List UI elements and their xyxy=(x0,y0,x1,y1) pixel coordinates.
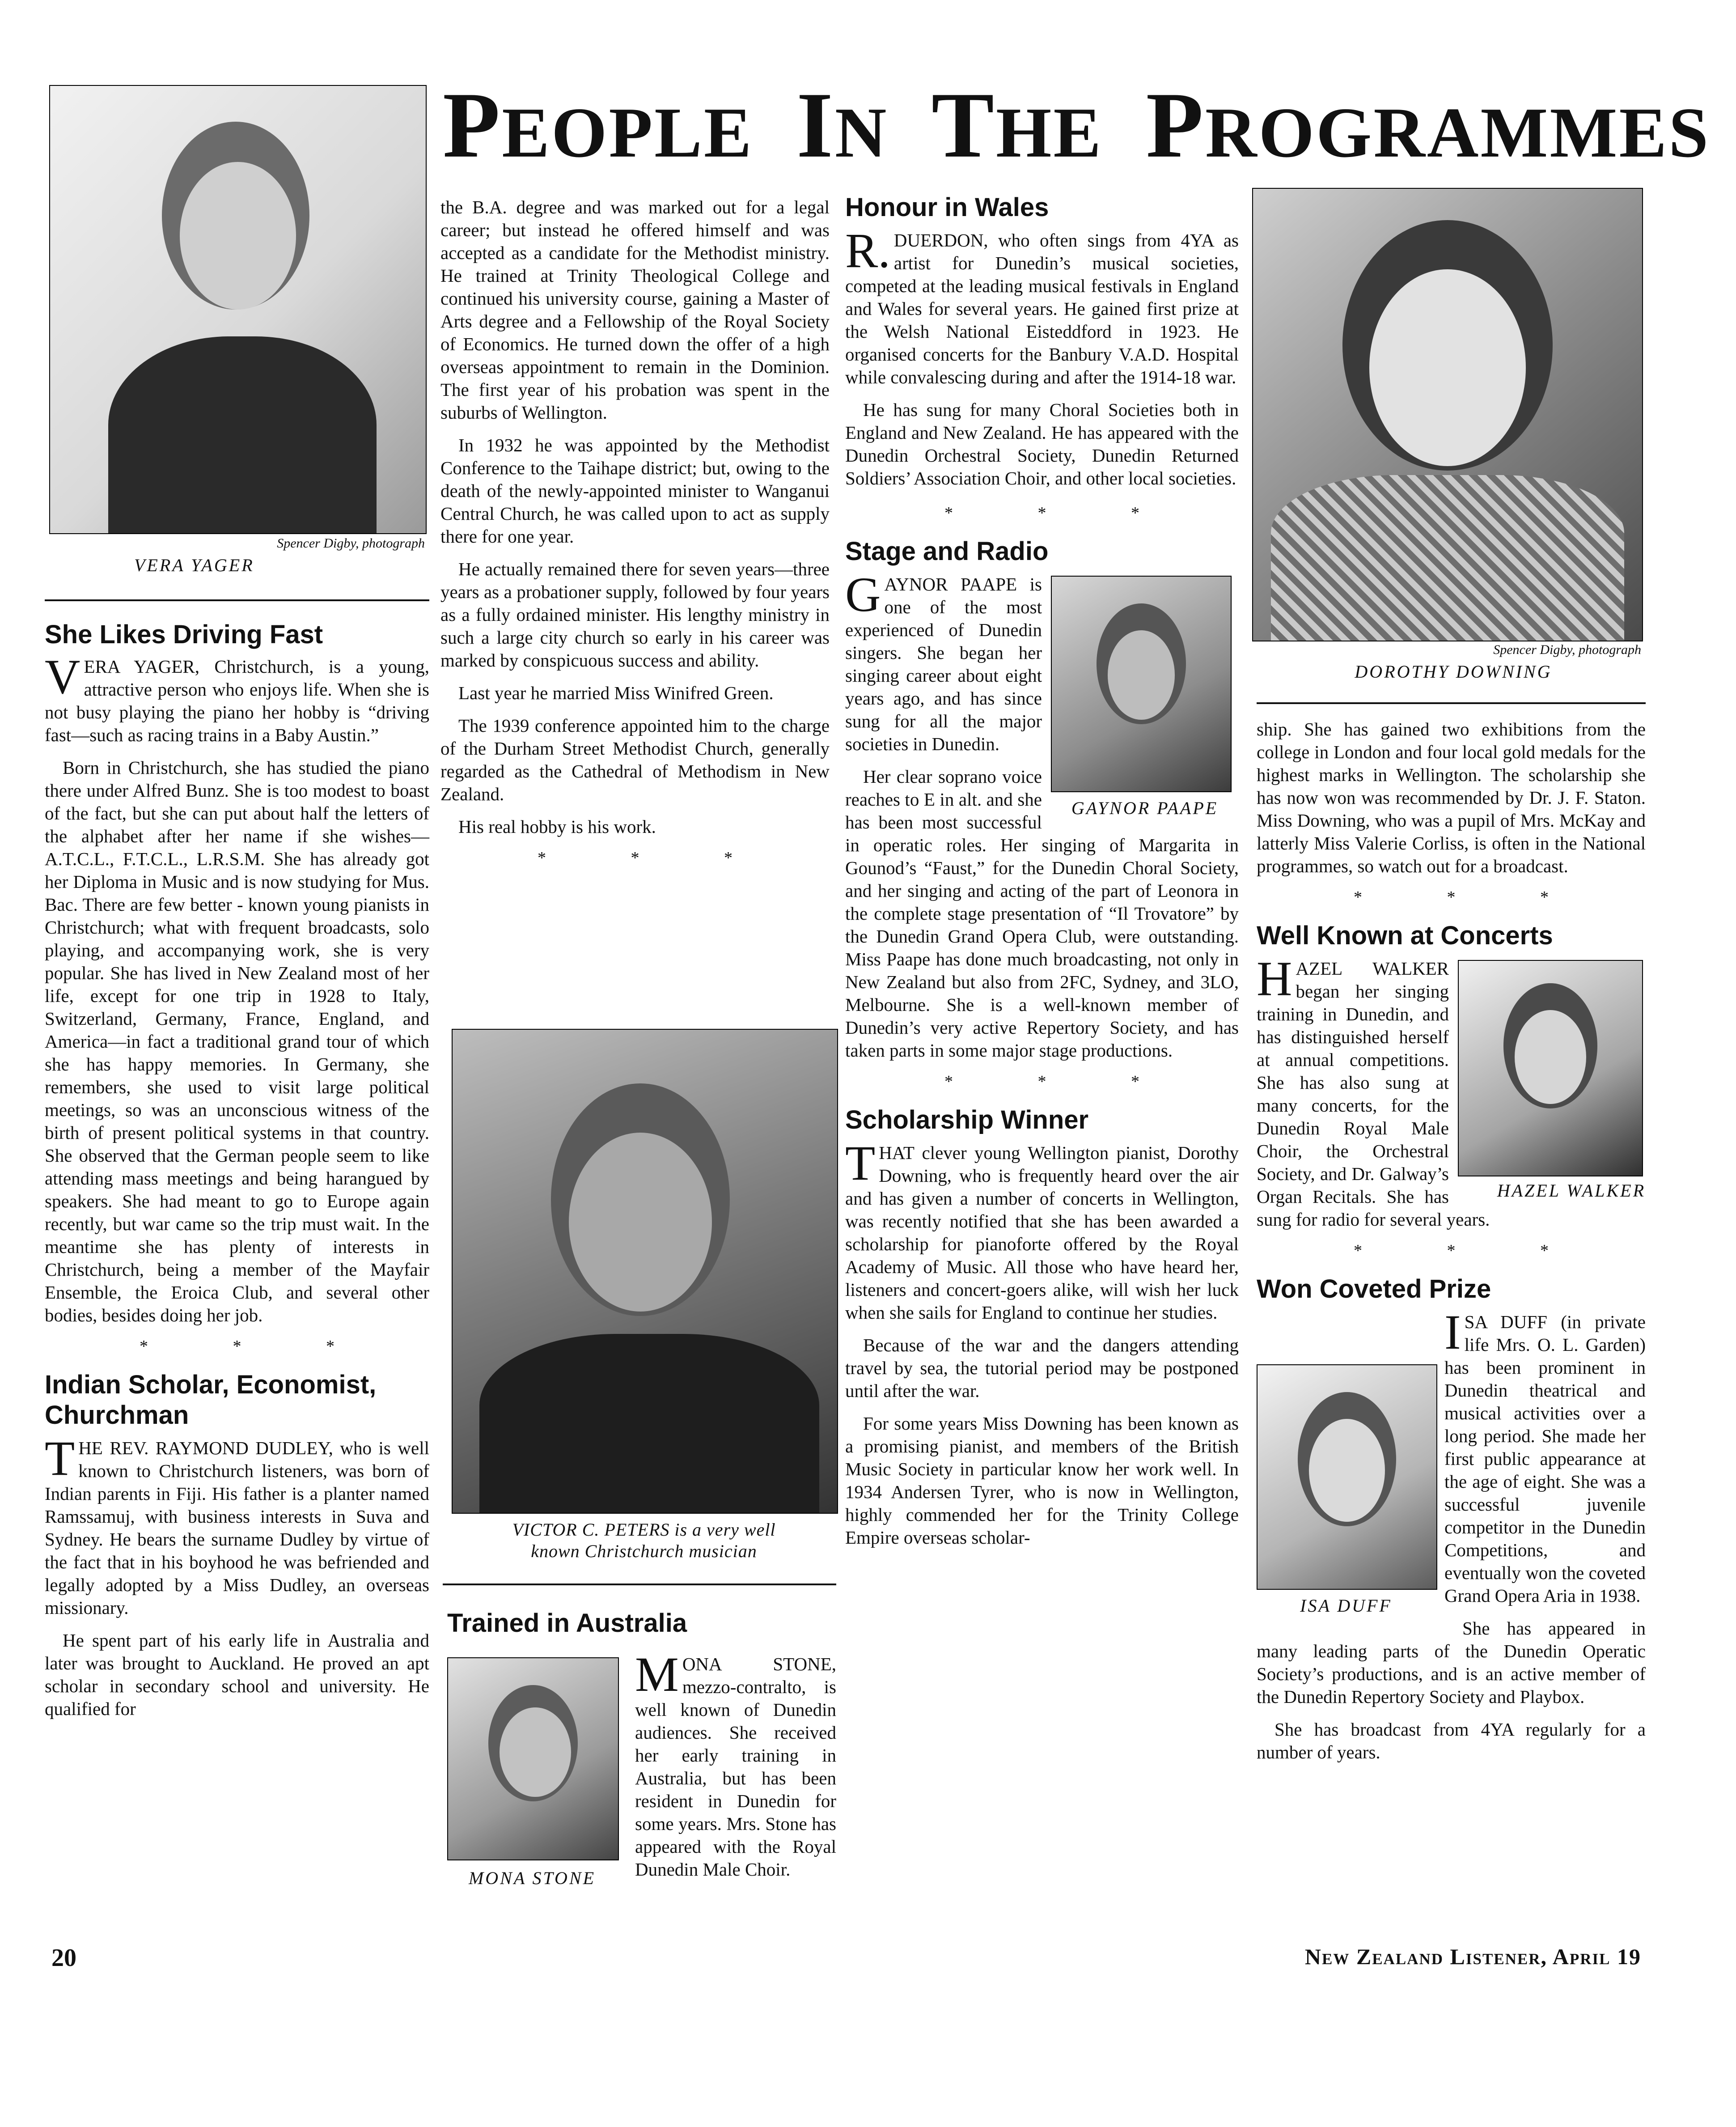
section-heading: Won Coveted Prize xyxy=(1257,1274,1491,1303)
drop-cap: R. xyxy=(845,223,890,278)
page-number: 20 xyxy=(51,1944,76,1972)
drop-cap: H xyxy=(1257,951,1292,1006)
gaynor-photo-block xyxy=(1051,576,1239,819)
article-australia xyxy=(447,1608,836,1888)
victor-peters-photo xyxy=(452,1029,838,1514)
separator-stars: * * * xyxy=(944,504,1180,522)
vera-photo-caption: VERA YAGER xyxy=(134,555,254,575)
hazel-photo-block xyxy=(1458,960,1646,1202)
drop-cap: V xyxy=(45,650,80,704)
paragraph: SA DUFF (in private life Mrs. O. L. Garden) has been prominent in Dunedin theatrical and musical activities over a long period. She made her first public appearance at the age of eight. She was a successful juvenile competitor in the Dunedin Competitions, and eventually won the coveted Grand Opera Aria in 1938. xyxy=(1444,1312,1646,1606)
title-word: PEOPLE xyxy=(443,73,754,177)
separator-stars: * * * xyxy=(1354,888,1589,907)
drop-cap: T xyxy=(845,1136,876,1190)
column-3 xyxy=(845,192,1239,1559)
paragraph: Born in Christchurch, she has studied the piano there under Alfred Bunz. She is too modest to boast of the fact, but she can put about half the letters of the alphabet after her name if she wishes—A.T.C.L., F.T.C.L., L.R.S.M. She has already got her Diploma in Music and is now studying for Mus. Bac. There are few better - known young pianists in Christchurch; what with frequent broadcasts, solo playing, and accompanying work, she is very popular. She has lived in New Zealand most of her life, except for one trip in 1928 to Italy, Switzerland, Germany, France, England, and America—in fact a traditional grand tour of which she has happy memories. In Germany, she remembers, she used to visit large political meetings, so was an unconscious witness of the birth of present political systems in that country. She observed that the German people seem to like attending mass meetings and being harangued by speakers. She had meant to go to Europe again recently, but war came so the trip must wait. In the meantime she has plenty of interests in Christchurch, being a member of the Mayfair Ensemble, the Eroica Club, and several other bodies, besides doing her job. xyxy=(45,757,429,1325)
section-heading: Scholarship Winner xyxy=(845,1105,1089,1134)
article-australia-text xyxy=(635,1647,836,1891)
separator-stars: * * * xyxy=(1354,1241,1589,1260)
paragraph: Because of the war and the dangers attending travel by sea, the tutorial period may be postponed until after the war. xyxy=(845,1335,1239,1401)
article-wales xyxy=(845,223,1239,490)
divider xyxy=(1257,702,1646,704)
article-prize xyxy=(1257,1305,1646,1764)
section-heading: Indian Scholar, Economist, Churchman xyxy=(45,1370,377,1430)
mona-stone-photo xyxy=(447,1657,619,1860)
section-heading: Trained in Australia xyxy=(447,1609,687,1638)
column-4 xyxy=(1257,718,1646,1774)
divider xyxy=(443,1584,836,1585)
divider xyxy=(45,599,429,601)
drop-cap: T xyxy=(45,1431,75,1486)
isa-photo-caption: ISA DUFF xyxy=(1300,1596,1392,1616)
paragraph: In 1932 he was appointed by the Methodist Conference to the Taihape district; but, owing to the death of the newly-appointed minister to Wanganui Central Church, he was called upon to act as supply there for one year. xyxy=(440,435,830,547)
title-word: THE xyxy=(931,73,1103,177)
drop-cap: M xyxy=(635,1647,679,1702)
column-1 xyxy=(45,620,429,1730)
drop-cap: I xyxy=(1444,1305,1461,1359)
article-concerts xyxy=(1257,951,1646,1231)
article-driving xyxy=(45,650,429,1327)
paragraph: The 1939 conference appointed him to the charge of the Durham Street Methodist Church, generally regarded as the Cathedral of Methodism in New Zealand. xyxy=(440,715,830,804)
gaynor-photo-caption: GAYNOR PAAPE xyxy=(1071,798,1219,818)
dorothy-photo-caption: DOROTHY DOWNING xyxy=(1355,662,1552,682)
paragraph: HAT clever young Wellington pianist, Dorothy Downing, who is frequently heard over the air and has given a number of concerts in Wellington, was recently notified that she has been awarded a scholarship for pianoforte offered by the Royal Academy of Music. All those who have heard her, listeners and concert-goers alike, will wish her luck when she sails for England to continue her studies. xyxy=(845,1142,1239,1323)
paragraph: He spent part of his early life in Australia and later was brought to Auckland. He proved an apt scholar in secondary school and university. He qualified for xyxy=(45,1630,429,1719)
paragraph: DUERDON, who often sings from 4YA as artist for Dunedin’s musical societies, competed at the leading musical festivals in England and Wales for several years. He gained first prize at the Welsh National Eisteddford in 1923. He organised concerts for the Banbury V.A.D. Hospital while convalescing during and after the 1914-18 war. xyxy=(845,230,1239,387)
paragraph: He has sung for many Choral Societies both in England and New Zealand. He has appeared with the Dunedin Orchestral Society, Dunedin Returned Soldiers’ Association Choir, and other local societies. xyxy=(845,399,1239,488)
section-heading: She Likes Driving Fast xyxy=(45,620,323,649)
mona-photo-caption: MONA STONE xyxy=(468,1868,596,1888)
paragraph: the B.A. degree and was marked out for a legal career; but instead he offered himself and was accepted as a candidate for the Methodist ministry. He trained at Trinity Theological College and continued his university course, gaining a Master of Arts degree and a Fellowship of the Royal Society of Economics. He turned down the offer of a high overseas appointment to remain in the Dominion. The first year of his probation was spent in the suburbs of Wellington. xyxy=(440,197,830,423)
paragraph: ONA STONE, mezzo-contralto, is well known of Dunedin audiences. She received her early training in Australia, but has been resident in Dunedin for some years. Mrs. Stone has appeared with the Royal Dunedin Male Choir. xyxy=(635,1654,836,1880)
hazel-photo-caption: HAZEL WALKER xyxy=(1497,1180,1646,1201)
title-word: IN xyxy=(796,73,889,177)
victor-photo-caption xyxy=(443,1519,845,1562)
article-scholarship-continued xyxy=(1257,718,1646,878)
publication-footer: New Zealand Listener, April 19 xyxy=(1304,1944,1641,1969)
separator-stars: * * * xyxy=(538,849,773,867)
caption-line: VICTOR C. PETERS is a very well xyxy=(512,1520,776,1540)
paragraph: AZEL WALKER began her singing training in Dunedin, and has distinguished herself at annual competitions. She has also sung at many concerts, for the Dunedin Royal Male Choir, the Orchestral Society, and Dr. Galway’s Organ Recitals. She has sung for radio for several years. xyxy=(1257,958,1490,1230)
paragraph: For some years Miss Downing has been known as a promising pianist, and members of the British Music Society in particular know her work well. In 1934 Andersen Tyrer, who is now in Wellington, highly commended her for the Trinity College Empire overseas scholar- xyxy=(845,1413,1239,1548)
paragraph: Last year he married Miss Winifred Green. xyxy=(458,683,774,703)
drop-cap: G xyxy=(845,567,881,622)
vera-yager-photo xyxy=(49,85,427,534)
paragraph: AYNOR PAAPE is one of the most experienced of Dunedin singers. She began her singing career about eight years ago, and has since sung for all the major societies in Dunedin. xyxy=(845,574,1042,754)
section-heading: Stage and Radio xyxy=(845,537,1049,566)
separator-stars: * * * xyxy=(944,1072,1180,1091)
paragraph: ERA YAGER, Christchurch, is a young, attractive person who enjoys life. When she is not busy playing the piano her hobby is “driving fast—such as racing trains in a Baby Austin.” xyxy=(45,656,429,745)
dorothy-photo-credit: Spencer Digby, photograph xyxy=(1493,642,1641,657)
hazel-walker-photo xyxy=(1458,960,1643,1176)
page-title xyxy=(443,73,1711,182)
paragraph: Her clear soprano voice reaches to E in alt. and she has been most successful in operatic roles. Her singing of Margarita in Gounod’s “Faust,” for the Dunedin Choral Society, and her singing and acting of the part of Leonora in the complete stage presentation of “Il Trovatore” by the Dunedin Grand Opera Club, were outstanding. Miss Paape has done much broadcasting, not only in New Zealand but also from 2FC, Sydney, and 3LO, Melbourne. She is a well-known member of Dunedin’s very active Repertory Society, and has taken parts in some major stage productions. xyxy=(845,766,1239,1061)
article-stage xyxy=(845,567,1239,1062)
separator-stars: * * * xyxy=(140,1337,375,1356)
dorothy-downing-photo xyxy=(1252,188,1643,641)
article-scholar-continued xyxy=(440,196,830,838)
paragraph: HE REV. RAYMOND DUDLEY, who is well known to Christchurch listeners, was born of Indian parents in Fiji. His father is a planter named Ramssamuj, with business interests in Suva and Sydney. He bears the surname Dudley by virtue of the fact that in his boyhood he was befriended and legally adopted by a Miss Dudley, an overseas missionary. xyxy=(45,1438,429,1618)
gaynor-paape-photo xyxy=(1051,576,1232,792)
caption-line: known Christchurch musician xyxy=(531,1541,757,1561)
column-2 xyxy=(440,196,830,881)
paragraph: He actually remained there for seven years—three years as a probationer supply, followed by four years as a fully ordained minister. His lengthy ministry in such a large city church so early in his career was marked by conspicuous success and ability. xyxy=(440,559,830,671)
isa-photo-block xyxy=(1257,1364,1435,1617)
paragraph: His real hobby is his work. xyxy=(458,816,656,837)
paragraph: She has appeared in many leading parts of the Dunedin Operatic Society’s productions, and is an active member of the Dunedin Repertory Society and Playbox. xyxy=(1257,1618,1646,1707)
paragraph: ship. She has gained two exhibitions from the college in London and four local gold medals for the highest marks in Wellington. The scholarship she has now won was recommended by Dr. J. F. Staton. Miss Downing, who was a pupil of Mrs. McKay and latterly Miss Valerie Corliss, is often in the National programmes, so watch out for a broadcast. xyxy=(1257,719,1646,876)
paragraph: She has broadcast from 4YA regularly for a number of years. xyxy=(1257,1719,1646,1762)
section-heading: Honour in Wales xyxy=(845,193,1049,222)
title-word: PROGRAMMES xyxy=(1146,73,1711,177)
article-scholarship xyxy=(845,1136,1239,1549)
section-heading: Well Known at Concerts xyxy=(1257,921,1553,950)
article-scholar xyxy=(45,1431,429,1720)
vera-photo-credit: Spencer Digby, photograph xyxy=(277,536,425,551)
isa-duff-photo xyxy=(1257,1364,1437,1590)
